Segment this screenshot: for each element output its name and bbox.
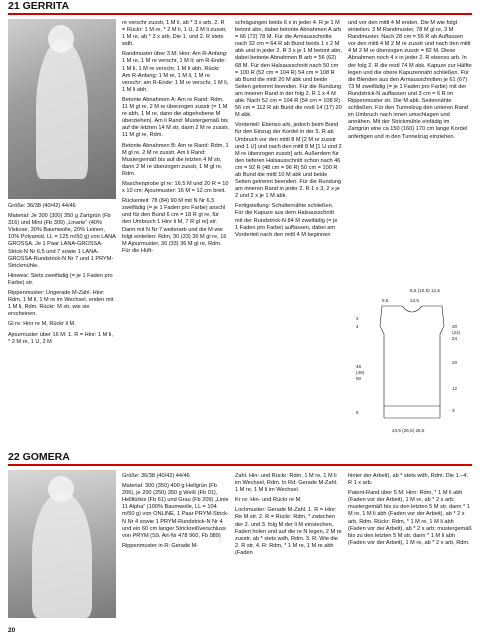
gerrita-decrease-a: Betonte Abnahmen A: Am re Rand: Rdm, 11 M gl re, 2 M re überzogen zusstr (= 1 M re abh, 1 M re, dann die abgehobene M überziehen). Am li Rand: Mustergemäß bis auf die letzten 14 M str, dann 2 M re zusstr, 11 M gl re, Rdm. <box>122 96 229 139</box>
schematic-dim-0: 2 <box>356 316 359 321</box>
gerrita-back-cont: schrägungen beids 6 x in jeder 4. R je 1 M betont abn, dabei betonte Abnahmen A arb = 66 (72) 78 M. Für die Armausschnitte nach 32 cm = 64 R ab Bund beids 1 x 2 M abk und in jeder 2. R 3 x je 1 M betont abn, dabei betonte Abnahmen B arb = 56 (62) 68 M. Für den Halsausschnitt nach 50 cm = 100 R (52 cm = 104 R) 54 cm = 108 R ab Bund die mittl 20 M abk und beide Seiten getrennt beenden. Für die Rundung am inneren Rand in der folg 2. R 1 x 4 M abk. Nach 52 cm = 104 R (54 cm = 108 R) 56 cm = 112 R ab Bund die restl 14 (17) 20 M abk. <box>235 20 342 119</box>
gerrita-schematic <box>352 286 472 436</box>
gerrita-ajour-start: Ajourmuster über 16 M: 1. R = Hinr: 1 M li, * 2 M re, 1 U, 2 M <box>8 331 113 345</box>
pattern-title-gomera: 22 GOMERA <box>8 451 472 466</box>
gomera-column-1 <box>122 473 229 553</box>
gerrita-rib-pattern: Rippenmuster: Ungerade M-Zahl. Hinr: Rdm, 1 M li, 1 M re im Wechsel, enden mit 1 M li, Rdm. Rückr: M str, wie sie erscheinen. <box>8 290 114 318</box>
gerrita-size: Größe: 36/38 (40/42) 44/46 <box>8 203 76 209</box>
gerrita-column-2 <box>122 20 229 258</box>
pattern-title-gerrita: 21 GERRITA <box>8 0 472 15</box>
gomera-garter: Kr re: Hin- und Rückr re M. <box>235 497 302 504</box>
gerrita-back: Rückenteil: 78 (84) 90 M mit N Nr 6,5 zweifädig (= je 1 Faden pro Farbe) anschl und für den Bund 6 cm = 18 R gl re, für den Umbruch 1 Hinr li M, 7 R gl re] str. Dann mit N Nr 7 weiterarb und die M wie folgt einteilen: Rdm, 30 (33) 36 M gl re, 16 M Ajourmuster, 30 (33) 36 M gl re, Rdm. Für die Hüft- <box>122 198 227 254</box>
schematic-dim-3: (22) <box>452 330 461 335</box>
gerrita-edge-pattern: Randmuster über 3 M: Hinr: Am R-Anfang: 1 M re, 1 M re verschr, 1 M li; am R-Ende: 1 M li, 1 M re verschr, 1 M li abh. Rückr: Am R-Anfang: 1 M re, 1 M li, 1 M re verschr; am R-Ende: 1 M re verschr, 1 M li, 1 M li abh. <box>122 51 229 93</box>
gomera-column-3 <box>348 473 472 550</box>
schematic-dim-2: 20 <box>452 324 458 329</box>
schematic-dim-6: 12 <box>452 386 458 391</box>
schematic-dim-5: 20 <box>452 360 458 365</box>
gomera-size: Größe: 36/38 (40/42) 44/46 <box>122 473 190 479</box>
gerrita-front: Vorderteil: Ebenso arb, jedoch beim Bund für den Einzug der Kordel in der 5. R ab Umbruch vor den mittl 8 M [2 M re zusstr und 1 U] und nach den mittl 8 M [1 U und 2 M re überzogen zusstr] arb. Außerdem für den tieferen Halsausschnitt schon nach 46 cm = 92 R (48 cm = 96 R) 50 cm = 100 R ab Bund die mittl 10 M abk und beide Seiten getrennt beenden. Für die Rundung am inneren Rand in jeder 2. R 1 x 3, 2 x je 2 und 2 x je 1 M abk. <box>235 122 342 200</box>
gerrita-hint: Hinweis: Stets zweifädig (= je 1 Faden pro Farbe) str. <box>8 272 113 286</box>
schematic-dim-8: 46 <box>356 364 362 369</box>
gomera-eyelet: Lochmuster: Gerade M-Zahl. 1. R = Hinr: Re M str. 2. R = Rückr: Rdm, * zwischen der 2. und 3. folg M der li M einstechen, Faden holen und auf die re N legen, 2 M re zusstr, ab * stets wdh, Rdm. 3. R: Wie die 2. R str. 4. R: Rdm, * 1 M re, 1 M re abh (Faden <box>235 507 342 556</box>
gerrita-finishing: Fertigstellung: Schulternähte schließen. Für die Kapuze aus dem Halsausschnitt mit der Rundstrick-N 84 M zweifädig (= je 1 Faden pro Farbe) auffassen, dabei am Vorderteil nach den mittl 4 M beginnen <box>235 203 338 238</box>
gerrita-finishing-cont: und vor den mittl 4 M enden. Die M wie folgt einteilen: 3 M Randmuster, 78 M gl re, 3 M Randmuster. Nach 28 cm = 56 R ab Auffassen vor den mittl 4 M 2 M re zusstr und nach den mittl 4 M 2 M re überzogen zusstr = 82 M. Diese Abnahmen noch 4 x in jeder 2. R ebenso arb. In der folg 2. R die restl 74 M abk. Kapuze zur Hälfte legen und die obere Kapuzennaht schließen. Für die Blenden aus den Armausschnitten je 61 (67) 73 M zweifädig (= je 1 Faden pro Farbe) mit der Rundstrick-N auffassen und 3 cm = 6 R im Rippenmuster str. Die M abk. Seitennähte schließen. Für den Tunnelzug den unteren Rand im Umbruch nach innen umschlagen und annähen. Mit der Strickmühle einfädig im Zartgrün eine ca 150 (160) 170 cm lange Kordel anfertigen und in den Tunnelzug einziehen. <box>348 20 472 140</box>
schematic-neck-label: 13,5 <box>410 298 419 303</box>
schematic-dim-7: 3 <box>452 408 455 413</box>
photo-gerrita <box>8 19 116 199</box>
gomera-patent-edge: Patent-Rand über 5 M: Hinr: Rdm, * 1 M li abh (Faden vor der Arbeit), 1 M re, ab * 2 x arb; mustergemäß bis zu den letzten 5 M str, dann * 1 M re, 1 M li abh (Faden vor der Arbeit), ab * 2 x arb, Rdm. Rückr: Rdm, * 1 M re, 1 M li abh (Faden vor der Arbeit), ab * 2 x arb; mustergemäß bis zu den letzten 5 M str, dann * 1 M li abh (Faden vor der Arbeit), 1 M re, ab * 2 x arb, Rdm. <box>348 490 472 546</box>
gerrita-ajour-cont: re verschr zusstr, 1 M li, ab * 3 x arb. 2. R = Rückr: 1 M re, * 2 M li, 1 U, 2 M li zusstr, 1 M re, ab * 3 x arb. Die 1. und 2. R stets wdh. <box>122 20 227 48</box>
schematic-dim-11: 6 <box>356 410 359 415</box>
schematic-dim-10: 50 <box>356 376 362 381</box>
gerrita-column-3 <box>235 20 342 242</box>
gerrita-material: Material: Je 300 (300) 350 g Zartgrün (Fb 316) und Mint (Fb 309) „Linarte“ (40% Viskose, 30% Baumwolle, 20% Leinen, 10% Polyamid, LL = 125 m/50 g) von LANA GROSSA. Je 1 Paar LANA-GROSSA-Strick-N Nr 6,5 und 7 sowie 1 LANA-GROSSA-Rundstrick-N Nr 7 und 1 PRYM-Strickmühle. <box>8 213 116 269</box>
gerrita-column-4 <box>348 20 472 144</box>
gomera-material: Material: 300 (350) 400 g Hellgrün (Fb 206), je 200 (250) 350 g Weiß (Fb 01), Hellltürkis (Fb 61) und Grau (Fb 209) „Linie 11 Alpha“ (100% Baumwolle, LL = 104 m/50 g) von ONLINE. 1 Paar PRYM-Strick-N Nr 4 sowie 1 PRYM-Rundstrick-N Nr 4 und ein 60 cm langer Strickreißverschluss von PRYM (S9, Art-Nr 478 960, Fb 089) <box>122 483 229 539</box>
schematic-dim-4: 24 <box>452 336 458 341</box>
schematic-dim-9: (48) <box>356 370 365 375</box>
gomera-rib-cont: Zahl. Hin- und Rückr: Rdm, 1 M re, 1 M li im Wechsel, Rdm. In Rd: Gerade M-Zahl. 1 M re, 1 M li im Wechsel. <box>235 473 338 494</box>
gerrita-stockinette: Gl re: Hinr re M, Rückr li M. <box>8 321 76 328</box>
schematic-top-label: 8,5 (10,5) 12,5 <box>410 288 440 293</box>
schematic-bottom-label: 24,5 (26,5) 28,5 <box>392 428 425 433</box>
schematic-shoulder-label: 9,5 <box>382 298 389 303</box>
gerrita-gauge: Maschenprobe gl re: 16,5 M und 20 R = 10 x 10 cm; Ajourmuster: 16 M = 12 cm breit. <box>122 180 229 195</box>
gomera-eyelet-cont: hinter der Arbeit), ab * stets wdh, Rdm. Die 1.–4. R 1 x arb. <box>348 473 469 487</box>
gerrita-decrease-b: Betonte Abnahmen B: Am re Rand: Rdm, 1 M gl re, 2 M re zusstr. Am li Rand: Mustergemäß bis auf die letzten 4 M str, dann 2 M re überzogen zusstr, 1 M gl re, Rdm. <box>122 142 229 177</box>
gomera-column-2 <box>235 473 342 560</box>
schematic-dim-1: 4 <box>356 324 359 329</box>
page-number: 20 <box>8 627 16 634</box>
gomera-rib-start: Rippenmuster in R: Gerade M- <box>122 542 199 549</box>
gerrita-column-1 <box>8 203 116 349</box>
photo-gomera <box>8 470 116 618</box>
